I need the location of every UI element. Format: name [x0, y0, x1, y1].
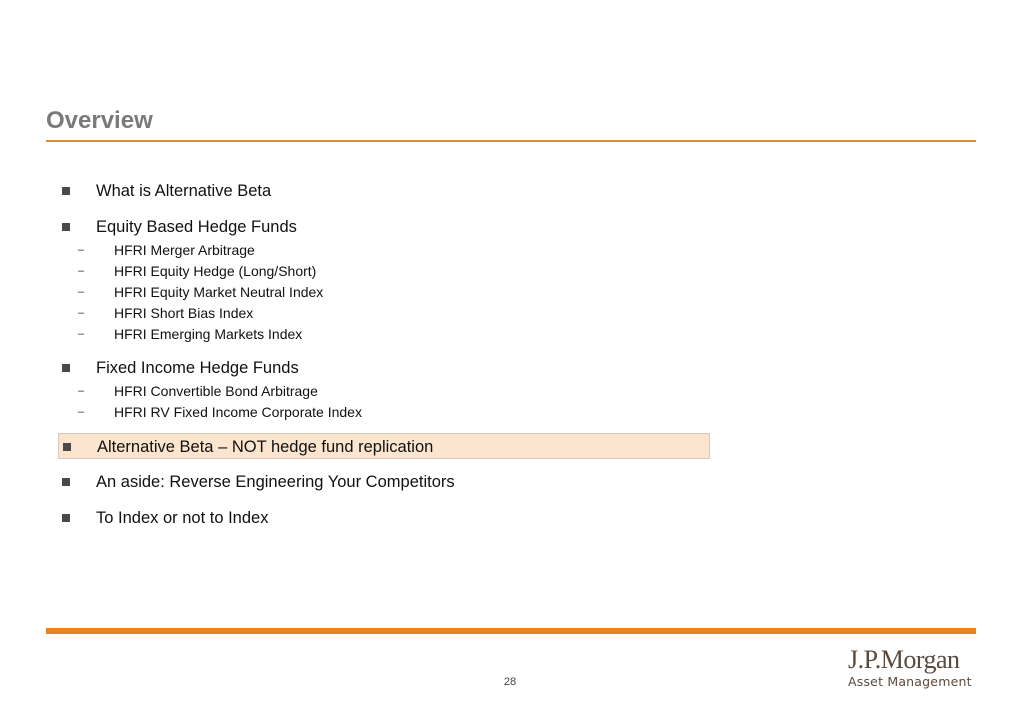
agenda-item [58, 469, 718, 495]
logo-brand: J.P.Morgan [848, 645, 960, 674]
logo-subtitle: Asset Management [848, 674, 972, 689]
sub-item-label: HFRI Equity Hedge (Long/Short) [114, 263, 317, 279]
sub-item-label: HFRI Convertible Bond Arbitrage [114, 383, 318, 399]
agenda-item-label: Fixed Income Hedge Funds [96, 359, 299, 377]
dash-bullet-icon: – [78, 307, 85, 319]
sub-item [58, 261, 718, 282]
agenda-item-label: Alternative Beta – NOT hedge fund replication [97, 438, 434, 456]
sub-item [58, 402, 718, 423]
page-title: Overview [46, 107, 153, 134]
agenda-item-label: An aside: Reverse Engineering Your Competitors [96, 473, 455, 491]
dash-bullet-icon: – [78, 265, 85, 277]
square-bullet-icon [62, 364, 70, 372]
sub-item-label: HFRI RV Fixed Income Corporate Index [114, 404, 362, 420]
square-bullet-icon [62, 223, 70, 231]
sub-item [58, 240, 718, 261]
sub-item-label: HFRI Emerging Markets Index [114, 326, 303, 342]
sub-item [58, 324, 718, 345]
title-divider [46, 140, 976, 142]
agenda-list [58, 178, 718, 531]
dash-bullet-icon: – [78, 406, 85, 418]
square-bullet-icon [62, 187, 70, 195]
square-bullet-icon [62, 478, 70, 486]
agenda-item [58, 355, 718, 381]
footer-divider [46, 628, 976, 634]
agenda-item-label: Equity Based Hedge Funds [96, 218, 297, 236]
agenda-item-current [58, 433, 710, 459]
dash-bullet-icon: – [78, 286, 85, 298]
company-logo [848, 646, 976, 690]
sub-item [58, 282, 718, 303]
agenda-item [58, 214, 718, 240]
agenda-item [58, 505, 718, 531]
sub-item [58, 381, 718, 402]
sub-item [58, 303, 718, 324]
dash-bullet-icon: – [78, 328, 85, 340]
page-number: 28 [503, 676, 517, 688]
dash-bullet-icon: – [78, 385, 85, 397]
dash-bullet-icon: – [78, 244, 85, 256]
sub-item-label: HFRI Equity Market Neutral Index [114, 284, 324, 300]
sub-item-label: HFRI Merger Arbitrage [114, 242, 255, 258]
agenda-item-label: To Index or not to Index [96, 509, 269, 527]
sub-item-label: HFRI Short Bias Index [114, 305, 254, 321]
square-bullet-icon [62, 514, 70, 522]
agenda-item-label: What is Alternative Beta [96, 182, 272, 200]
agenda-item [58, 178, 718, 204]
square-bullet-icon [63, 443, 71, 451]
